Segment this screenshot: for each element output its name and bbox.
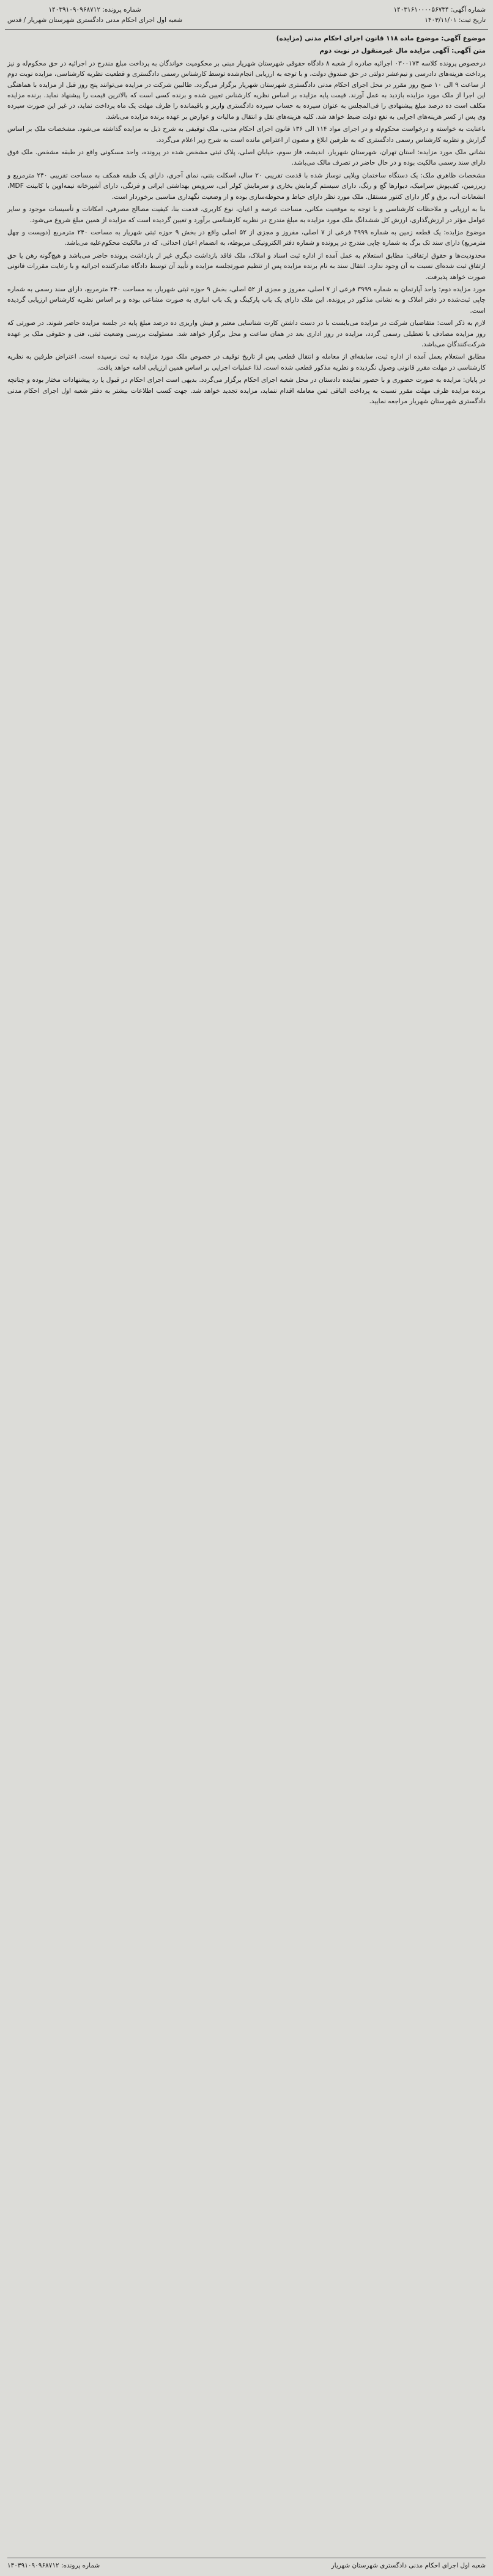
notice-number <box>393 5 486 15</box>
paragraph: لازم به ذکر است: متقاضیان شرکت در مزایده می‌بایست با در دست داشتن کارت شناسایی معتبر و فیش واریزی ده درصد مبلغ پایه در جلسه مزایده حاضر شوند. در صورتی که روز مزایده مصادف با تعطیلی رسمی گردد، مزایده در روز اداری بعد در همان ساعت و محل برگزار خواهد شد. مسئولیت بررسی وضعیت ثبتی، فنی و حقوقی ملک بر عهده شرکت‌کنندگان می‌باشد. <box>7 319 486 348</box>
header-center <box>7 5 182 26</box>
notice-header <box>5 5 488 28</box>
footer-case-number <box>7 2561 100 2571</box>
issuer-name: شعبه اول اجرای احکام مدنی دادگستری شهرستان شهریار / قدس <box>7 17 183 24</box>
notice-heading: متن آگهی: آگهی مزایده مال غیرمنقول در نوبت دوم <box>319 47 486 55</box>
notice-date <box>393 15 486 26</box>
paragraph: مشخصات ظاهری ملک: یک دستگاه ساختمان ویلایی نوساز شده با قدمت تقریبی ۲۰ سال، اسکلت بتنی، نمای آجری، دارای یک طبقه همکف به مساحت تقریبی ۲۴۰ مترمربع و زیرزمین، کف‌پوش سرامیک، دیوارها گچ و رنگ، دارای سیستم گرمایش بخاری و سرمایش کولر آبی، سرویس بهداشتی ایرانی و فرنگی، دارای آشپزخانه نیمه‌اوپن با کابینت MDF، انشعابات آب، برق و گاز دارای کنتور مستقل. ملک مورد نظر دارای حیاط و محوطه‌سازی بوده و از وضعیت نگهداری مناسبی برخوردار است. <box>7 171 486 201</box>
paragraph: موضوع مزایده: یک قطعه زمین به شماره ۳۹۹۹ فرعی از ۷ اصلی، مفروز و مجزی از ۵۲ اصلی واقع در بخش ۹ حوزه ثبتی شهریار به مساحت ۲۴۰ مترمربع (دویست و چهل مترمربع) دارای سند تک برگ به شماره چاپی مندرج در پرونده و شماره دفتر الکترونیکی مربوطه، به انضمام اعیان احداثی، که در مالکیت محکوم‌علیه می‌باشد. <box>7 228 486 247</box>
header-divider <box>5 29 488 30</box>
notice-topic: موضوع آگهی: موضوع ماده ۱۱۸ قانون اجرای احکام مدنی (مزایده) <box>276 35 486 42</box>
paragraph: نشانی ملک مورد مزایده: استان تهران، شهرستان شهریار، اندیشه، فاز سوم، خیابان اصلی، پلاک ثبتی مشخص شده در پرونده، واحد مسکونی واقع در طبقه مشخص. ملک فوق دارای سند رسمی مالکیت بوده و در حال حاضر در تصرف مالک می‌باشد. <box>7 149 486 167</box>
footer-line <box>7 2561 486 2571</box>
case-number-label: شماره پرونده: <box>102 6 141 13</box>
paragraph: محدودیت‌ها و حقوق ارتفاقی: مطابق استعلام به عمل آمده از اداره ثبت اسناد و املاک، ملک فاقد بازداشت دیگری غیر از بازداشت پرونده حاضر می‌باشد و هیچ‌گونه رهن یا حق ارتفاق ثبت شده‌ای نسبت به آن وجود ندارد. انتقال سند به نام برنده مزایده پس از تنظیم صورتجلسه مزایده و تأیید آن توسط دادگاه صادرکننده اجرائیه و با رعایت مقررات قانونی صورت خواهد پذیرفت. <box>7 251 486 281</box>
paragraph: در پایان: مزایده به صورت حضوری و با حضور نماینده دادستان در محل شعبه اجرای احکام برگزار می‌گردد. بدیهی است اجرای احکام در قبول یا رد پیشنهادات مختار بوده و چنانچه برنده مزایده ظرف مهلت مقرر نسبت به پرداخت الباقی ثمن معامله اقدام ننماید، مزایده تجدید خواهد شد. جهت کسب اطلاعات بیشتر به دفتر شعبه اول اجرای احکام مدنی دادگستری شهرستان شهریار مراجعه نمایید. <box>7 376 486 405</box>
paragraph: مطابق استعلام بعمل آمده از اداره ثبت، سابقه‌ای از معامله و انتقال قطعی پس از تاریخ توقیف در خصوص ملک مورد مزایده به ثبت نرسیده است. اعتراض طرفین به نظریه کارشناسی در مهلت مقرر قانونی وصول نگردیده و نظریه مذکور قطعی شده است. لذا عملیات اجرایی بر اساس همین ارزیابی ادامه خواهد یافت. <box>7 353 486 371</box>
case-number <box>7 5 182 15</box>
footer-case-value: ۱۴۰۳۹۱۰۹۰۹۶۸۷۱۲ <box>7 2562 59 2569</box>
notice-number-label: شماره آگهی: <box>450 6 486 13</box>
paragraph: مورد مزایده دوم: واحد آپارتمان به شماره ۳۹۹۹ فرعی از ۷ اصلی، مفروز و مجزی از ۵۲ اصلی، بخش ۹ حوزه ثبتی شهریار، به مساحت ۲۴۰ مترمربع، دارای سند رسمی به شماره چاپی ثبت‌شده در دفتر املاک و به نشانی مذکور در پرونده. این ملک دارای یک باب پارکینگ و یک باب انباری به صورت مشاعی بوده و بر اساس نظریه کارشناس ارزیابی گردیده است. <box>7 285 486 315</box>
paragraph: باعنایت به خواسته و درخواست محکوم‌له و در اجرای مواد ۱۱۴ الی ۱۳۶ قانون اجرای احکام مدنی، ملک توقیفی به شرح ذیل به مزایده گذاشته می‌شود. مشخصات ملک بر اساس گزارش و نظریه کارشناس رسمی دادگستری که به طرفین ابلاغ و مصون از اعتراض مانده است به شرح زیر اعلام می‌گردد. <box>7 125 486 144</box>
notice-date-label: تاریخ ثبت: <box>458 17 486 24</box>
footer-case-label: شماره پرونده: <box>61 2562 100 2569</box>
paragraph: بنا به ارزیابی و ملاحظات کارشناسی و با توجه به موقعیت مکانی، مساحت عرصه و اعیان، نوع کاربری، قدمت بنا، کیفیت مصالح مصرفی، امکانات و تأسیسات موجود و سایر عوامل مؤثر در ارزش‌گذاری، ارزش کل ششدانگ ملک مورد مزایده به مبلغ مندرج در نظریه کارشناسی برآورد و تعیین گردیده است که مزایده از همین مبلغ شروع می‌شود. <box>7 206 486 224</box>
notice-number-value: ۱۴۰۳۱۶۱۰۰۰۰۵۶۷۳۴ <box>393 6 449 13</box>
notice-footer <box>5 2553 488 2571</box>
footer-issuer: شعبه اول اجرای احکام مدنی دادگستری شهرستان شهریار <box>331 2562 486 2569</box>
case-number-value: ۱۴۰۳۹۱۰۹۰۹۶۸۷۱۲ <box>48 6 101 13</box>
paragraph: درخصوص پرونده کلاسه ۰۳۰۰۱۷۴ اجرائیه صادره از شعبه ۸ دادگاه حقوقی شهرستان شهریار مبنی بر محکومیت خواندگان به پرداخت مبلغ مندرج در اجرائیه در حق محکوم‌له و نیز پرداخت هزینه‌های دادرسی و نیم‌عشر دولتی در حق صندوق دولت، و با توجه به ارزیابی انجام‌شده توسط کارشناس رسمی دادگستری و قطعیت نظریه کارشناسی، مزایده نوبت دوم از ساعت ۹ الی ۱۰ صبح روز مقرر در محل اجرای احکام مدنی دادگستری شهرستان شهریار برگزار می‌گردد. طالبین شرکت در مزایده می‌توانند پنج روز قبل از مزایده با هماهنگی این اجرا از ملک مورد مزایده بازدید به عمل آورند. قیمت پایه مزایده بر اساس نظریه کارشناس تعیین شده و برنده کسی است که بالاترین قیمت را پیشنهاد نماید. برنده مزایده مکلف است ده درصد مبلغ پیشنهادی را فی‌المجلس به عنوان سپرده به حساب سپرده دادگستری واریز و باقیمانده را ظرف مهلت یک ماه پرداخت نماید، در غیر این صورت سپرده وی پس از کسر هزینه‌های اجرایی به نفع دولت ضبط خواهد شد. کلیه هزینه‌های نقل و انتقال و مالیات و عوارض بر عهده برنده مزایده می‌باشد. <box>7 59 486 121</box>
notice-date-value: ۱۴۰۳/۱۱/۰۱ <box>424 17 457 24</box>
header-right <box>393 5 486 26</box>
notice-body <box>5 34 488 407</box>
